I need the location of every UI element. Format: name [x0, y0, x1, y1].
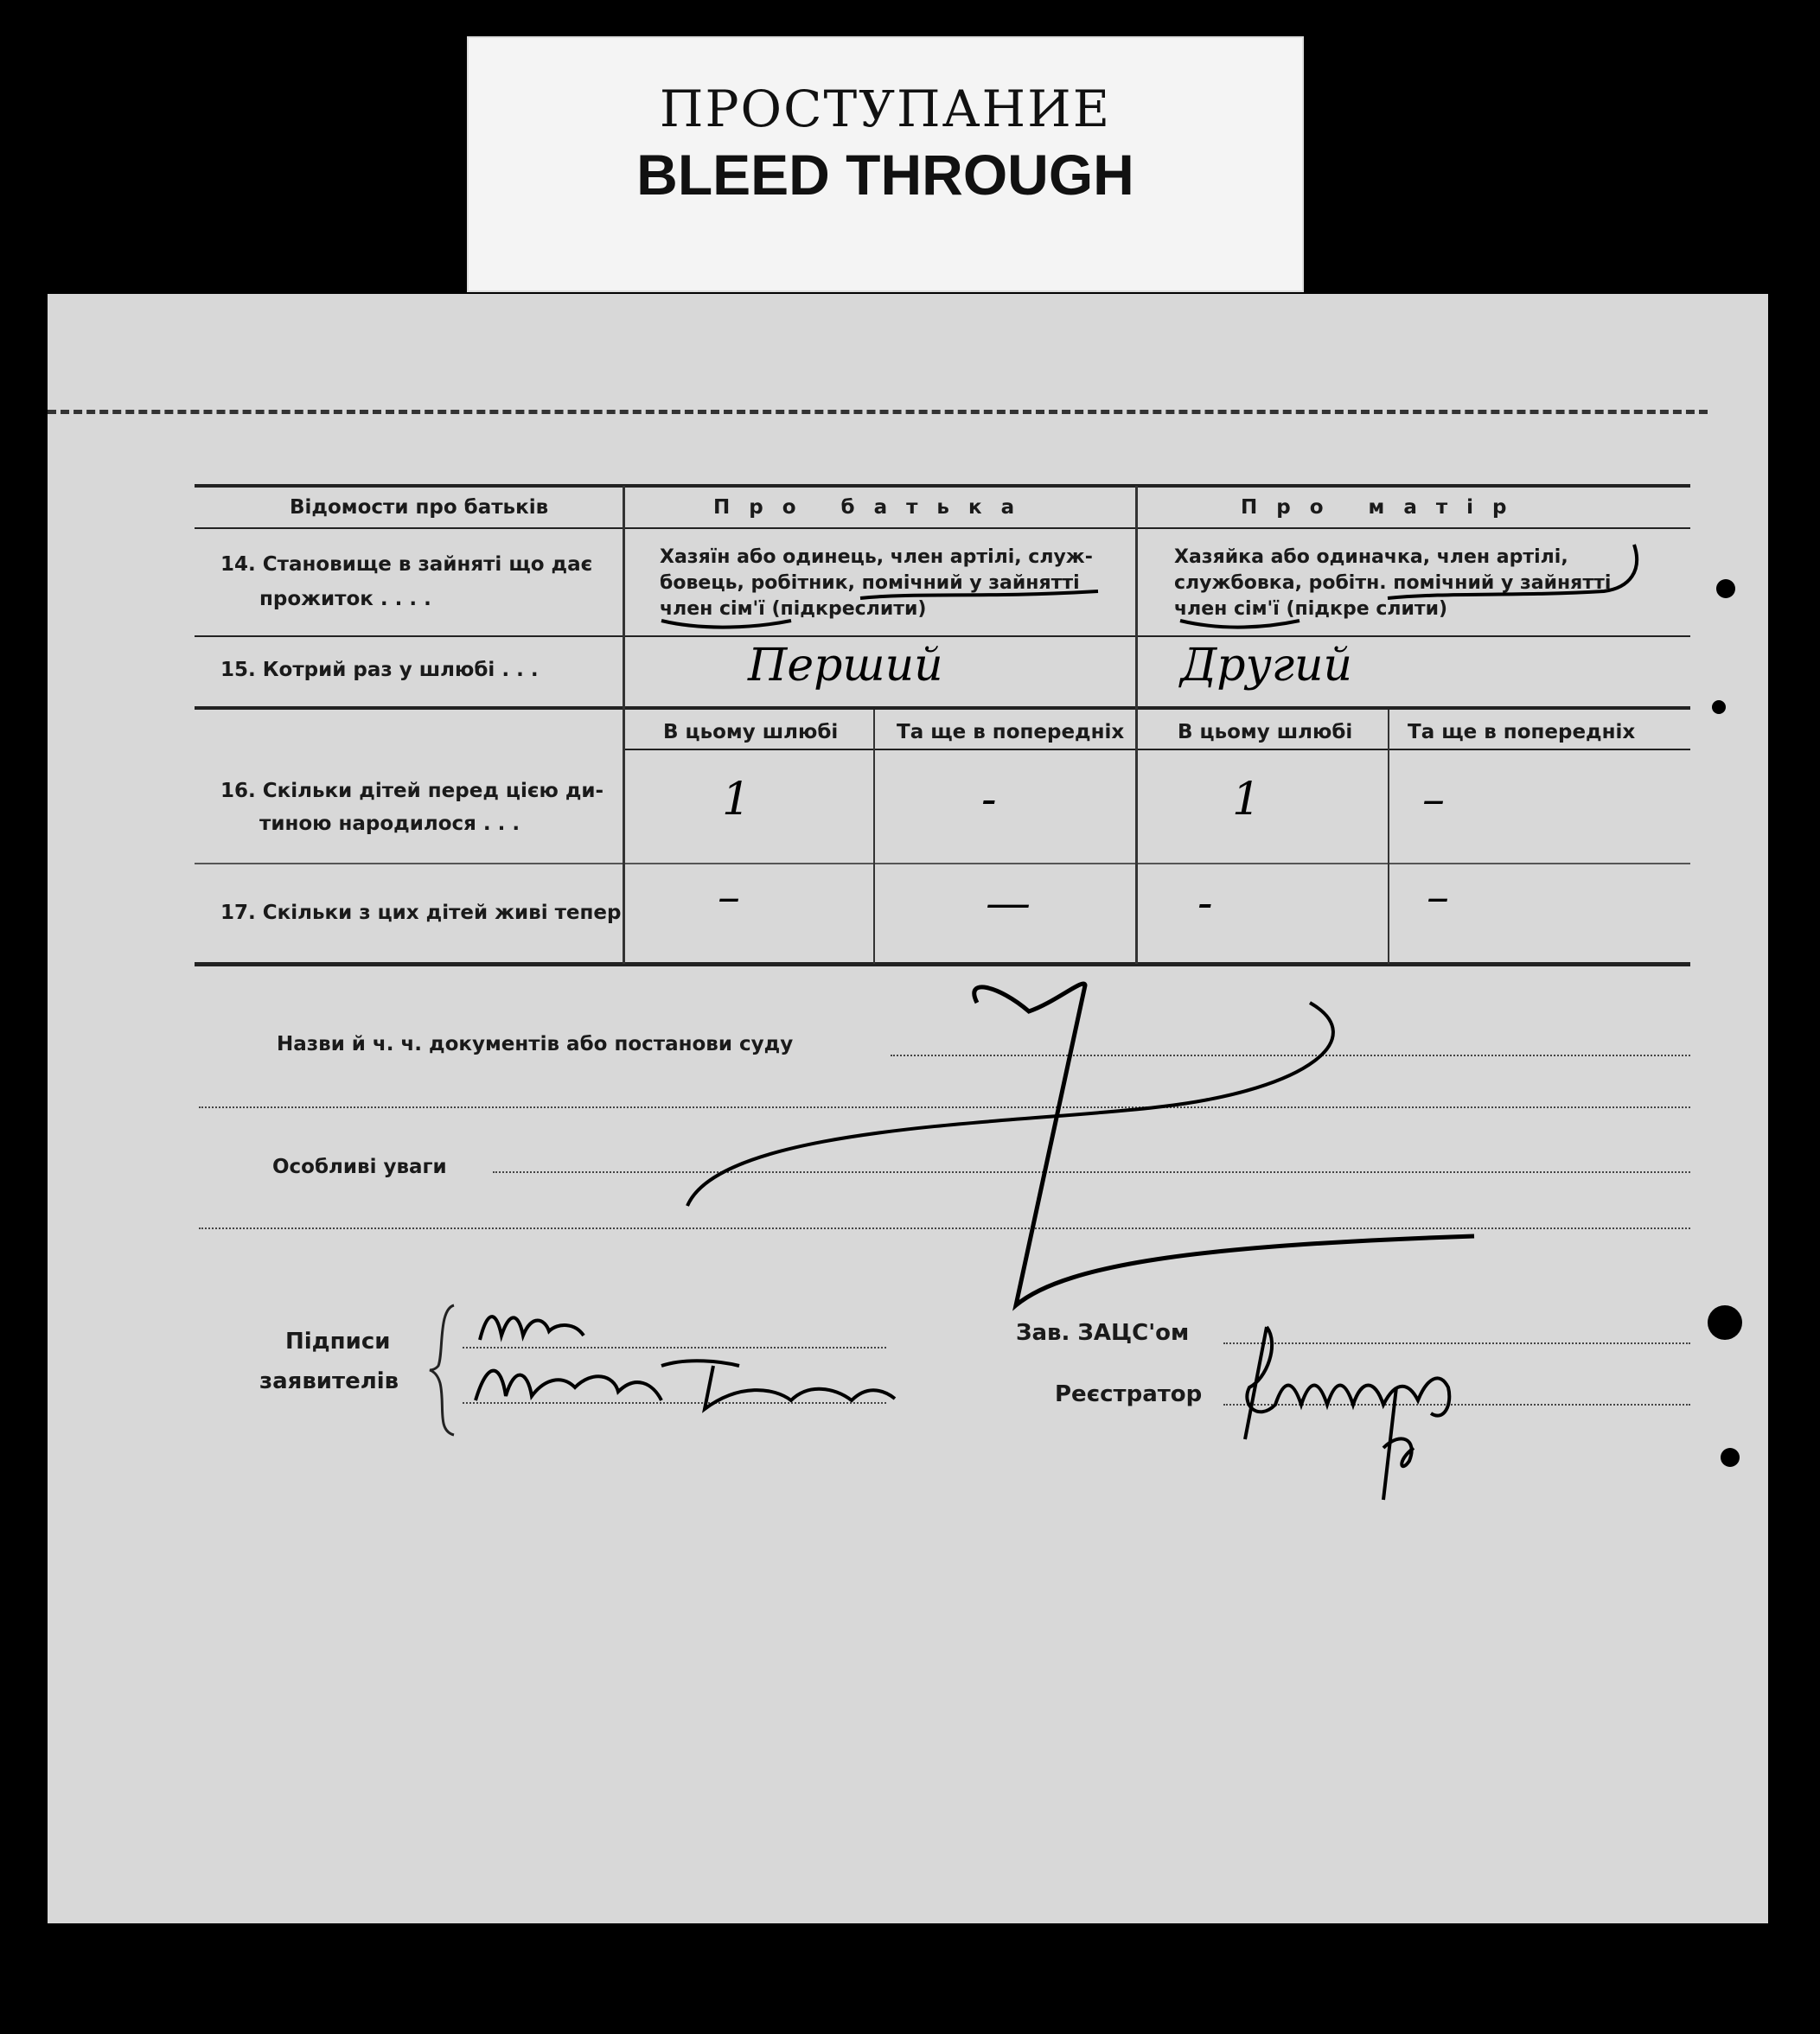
subheader-father-this: В цьому шлюбі [663, 721, 839, 743]
row14-father-line3: член сім'ї (підкреслити) [660, 598, 927, 620]
row14-label-line2: прожиток . . . . [259, 588, 431, 610]
record-form-page [48, 294, 1768, 1923]
subheader-mother-this: В цьому шлюбі [1178, 721, 1353, 743]
head-of-registry-label: Зав. ЗАЦС'ом [1016, 1320, 1190, 1346]
row15-father-handwritten: Перший [748, 640, 943, 692]
punch-hole [1721, 1448, 1740, 1467]
subheader-mother-previous: Та ще в попередніх [1408, 721, 1636, 743]
row17-mother-previous-value: – [1427, 871, 1449, 923]
row14-father-line2: бовець, робітник, помічний у зайнятті [660, 572, 1080, 594]
row14-mother-line3: член сім'ї (підкре слити) [1174, 598, 1448, 620]
row16-mother-this-value: 1 [1232, 774, 1261, 826]
row16-label-line2: тиною народилося . . . [259, 813, 520, 835]
row14-label-line1: 14. Становище в зайняті що дає [220, 553, 593, 576]
punch-hole [1708, 1305, 1742, 1340]
header-father: Про батька [713, 496, 1034, 519]
row14-mother-line2: службовка, робітн. помічний у зайнятті [1174, 572, 1612, 594]
row16-label-line1: 16. Скільки дітей перед цією ди- [220, 780, 604, 802]
label-line-english: BLEED THROUGH [636, 143, 1134, 207]
header-mother: Про матір [1241, 496, 1526, 519]
row17-label: 17. Скільки з цих дітей живі тепер [220, 902, 622, 924]
row14-mother-line1: Хазяйка або одиначка, член артілі, [1174, 546, 1568, 568]
row14-father-line1: Хазяїн або одинець, член артілі, служ- [660, 546, 1093, 568]
row17-father-this-value: – [718, 871, 740, 923]
signatures-label-line2: заявителів [259, 1368, 399, 1394]
subheader-father-previous: Та ще в попередніх [897, 721, 1125, 743]
registrar-signature-handwriting [1232, 1318, 1595, 1517]
remarks-label: Особливі уваги [272, 1156, 447, 1178]
row15-mother-handwritten: Другий [1180, 640, 1352, 692]
row15-label: 15. Котрий раз у шлюбі . . . [220, 659, 539, 681]
row16-mother-previous-value: – [1422, 774, 1445, 826]
row16-father-previous-value: - [981, 774, 997, 826]
signatures-label-line1: Підписи [285, 1329, 391, 1355]
header-parents-info: Відомости про батьків [290, 496, 549, 519]
row17-mother-this-value: - [1197, 877, 1213, 929]
documents-label: Назви й ч. ч. документів або постанови суду [277, 1033, 794, 1055]
punch-hole [1712, 700, 1726, 714]
blank-fields-strike-mark [48, 294, 1768, 1923]
registrar-label: Реєстратор [1055, 1381, 1203, 1407]
signatures-brace [428, 1301, 463, 1439]
applicant-signatures-handwriting [463, 1288, 912, 1435]
label-line-russian: ПРОСТУПАНИЕ [659, 80, 1112, 138]
punch-hole [1716, 579, 1735, 598]
bleed-through-label-card [467, 36, 1304, 292]
row16-father-this-value: 1 [722, 774, 751, 826]
row17-father-previous-value: — [986, 877, 1031, 929]
